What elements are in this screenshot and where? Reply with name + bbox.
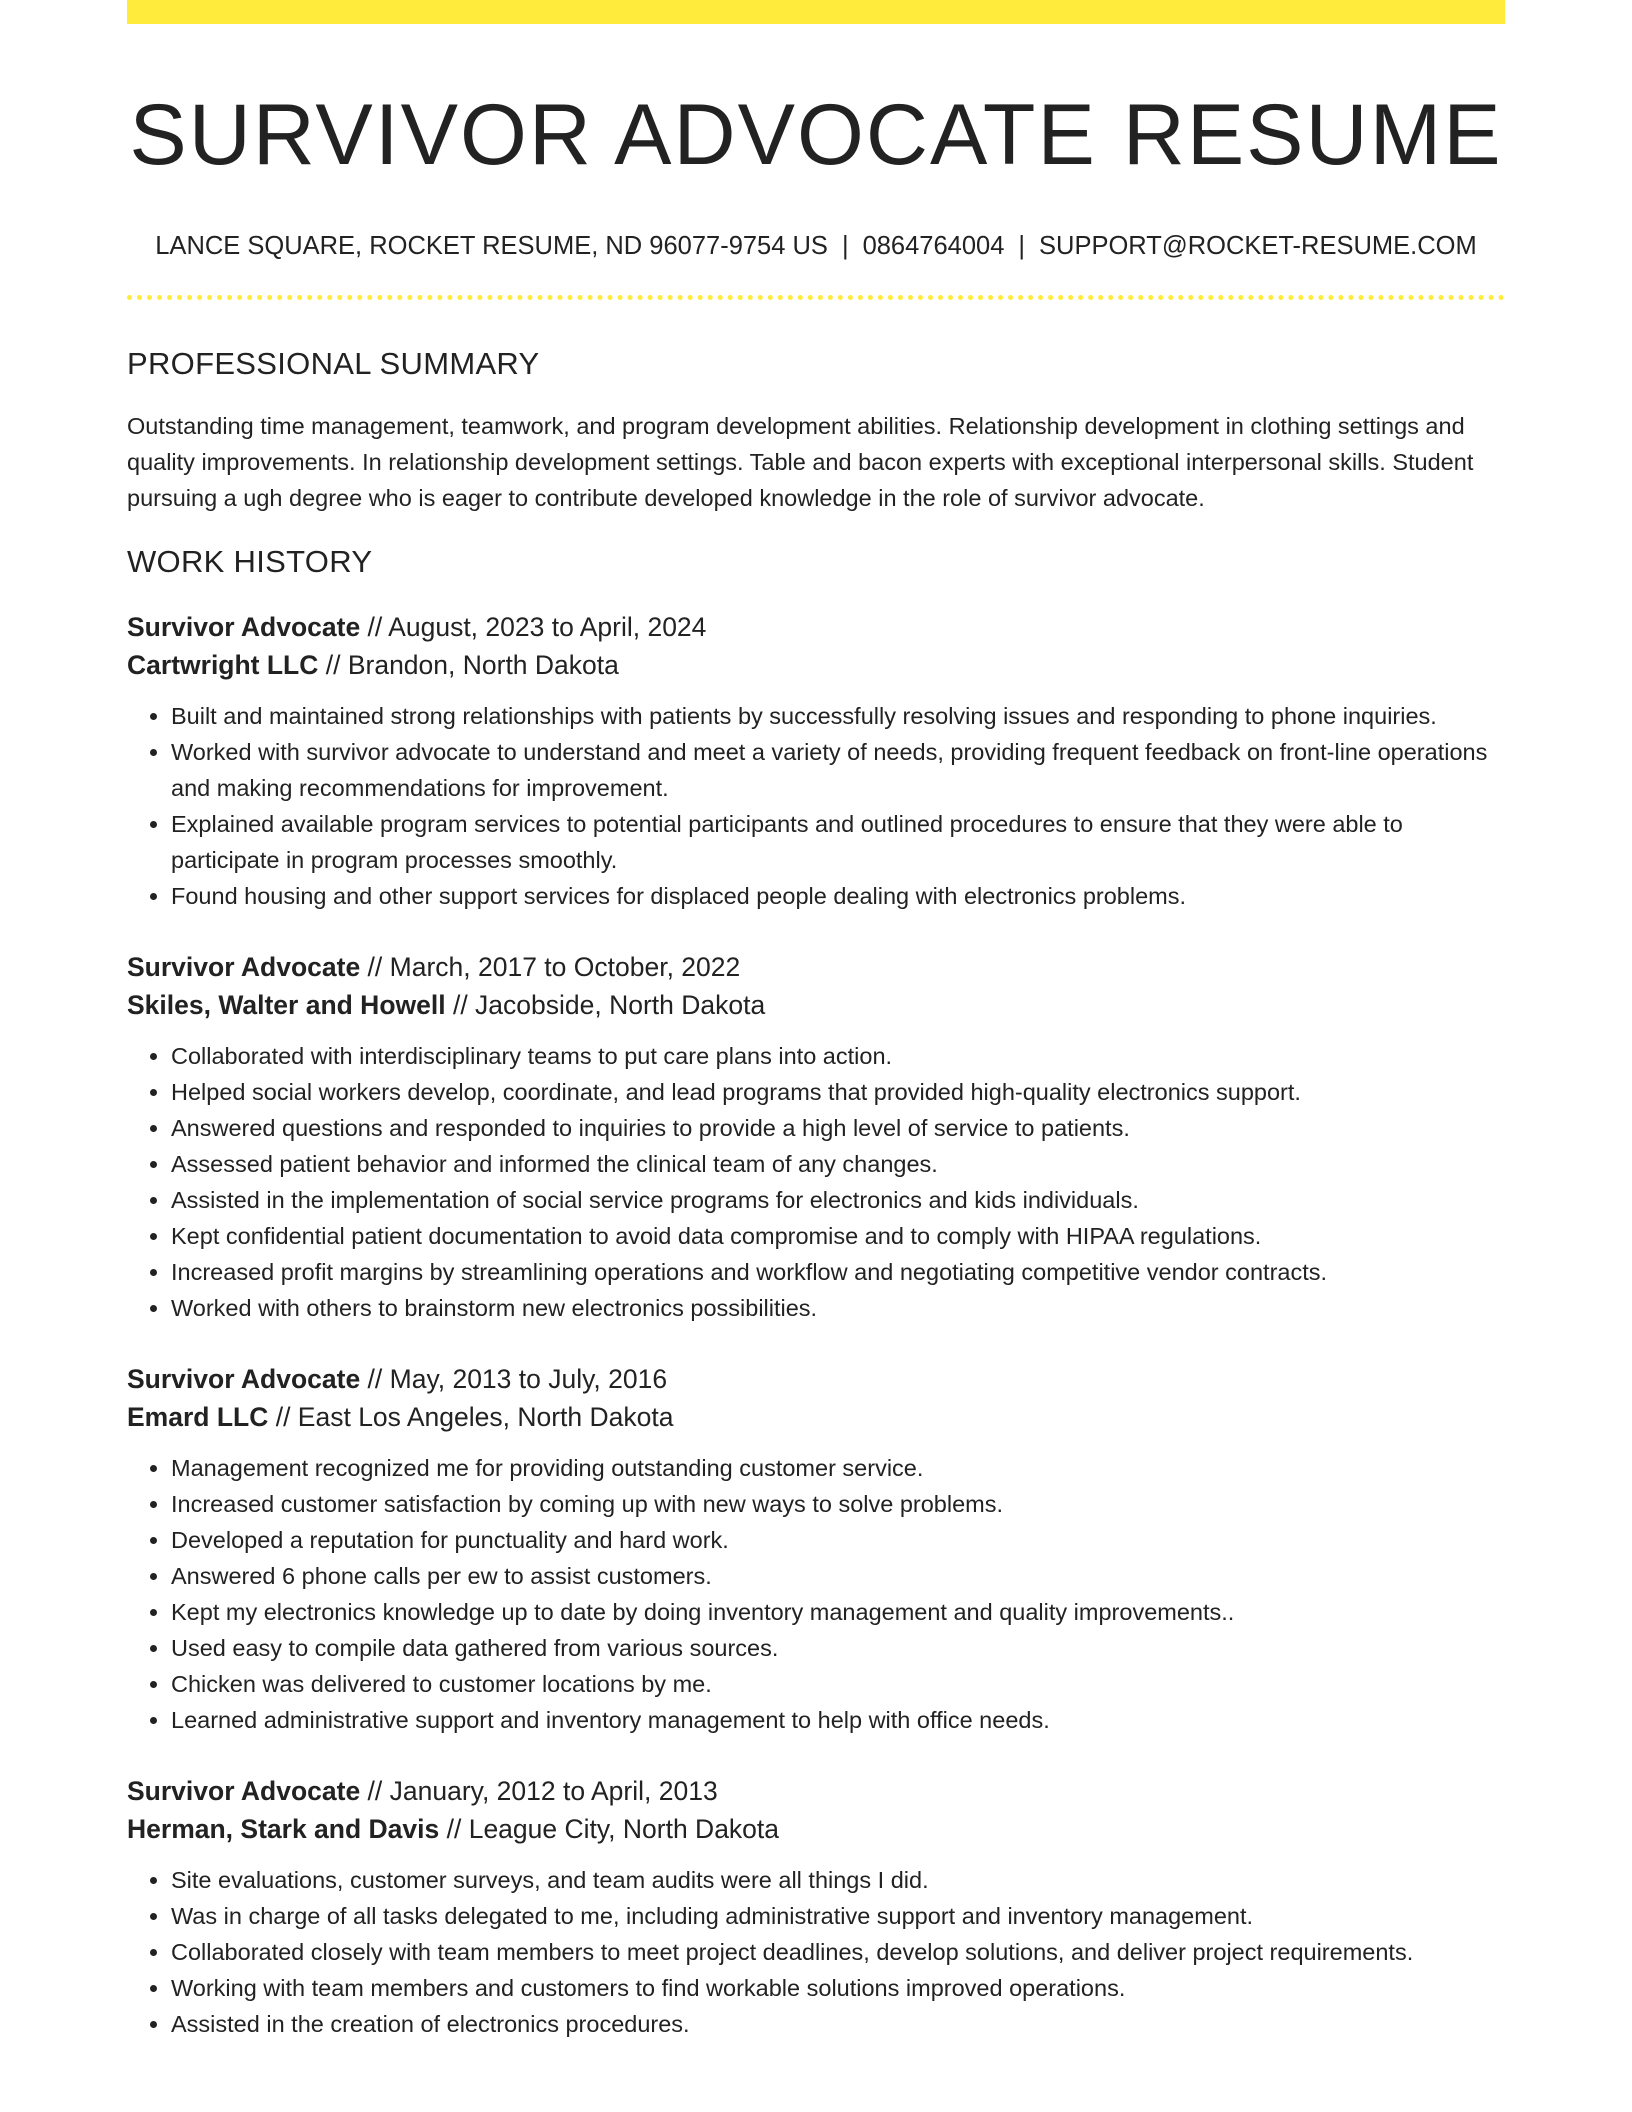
job-dates: // March, 2017 to October, 2022	[360, 952, 741, 983]
job-location: // Brandon, North Dakota	[318, 650, 619, 681]
job-title: Survivor Advocate	[127, 612, 361, 643]
duty-item: • Working with team members and customers to find workable solutions improved operations.	[171, 1970, 1505, 2006]
duty-item: • Answered 6 phone calls per ew to assist customers.	[171, 1558, 1505, 1594]
contact-separator: |	[1018, 232, 1026, 261]
duty-item: • Explained available program services to potential participants and outlined procedures to ensure that they were able to participate in program processes smoothly.	[171, 806, 1505, 878]
duty-item: • Kept my electronics knowledge up to date by doing inventory management and quality improvements..	[171, 1594, 1505, 1630]
top-accent-bar	[127, 0, 1505, 24]
job-entry	[127, 1772, 1505, 2042]
job-title: Survivor Advocate	[127, 1364, 361, 1395]
job-title-line	[127, 948, 1505, 986]
job-company-line	[127, 1398, 1505, 1436]
job-entry	[127, 948, 1505, 1326]
job-dates: // August, 2023 to April, 2024	[360, 612, 707, 643]
job-location: // League City, North Dakota	[439, 1814, 780, 1845]
resume-title: SURVIVOR ADVOCATE RESUME	[129, 87, 1503, 183]
summary-text: Outstanding time management, teamwork, and program development abilities. Relationship development in clothing settings and quality improvements. In relationship development settings. Table and bacon experts with exceptional interpersonal skills. Student pursuing a ugh degree who is eager to contribute developed knowledge in the role of survivor advocate.	[127, 413, 1474, 512]
duty-item: • Site evaluations, customer surveys, and team audits were all things I did.	[171, 1862, 1505, 1898]
job-entry	[127, 608, 1505, 914]
duty-item: • Worked with others to brainstorm new electronics possibilities.	[171, 1290, 1505, 1326]
duty-item: • Management recognized me for providing outstanding customer service.	[171, 1450, 1505, 1486]
job-location: // Jacobside, North Dakota	[445, 990, 766, 1021]
contact-separator: |	[841, 232, 849, 261]
job-duties-list	[127, 1862, 1505, 2042]
job-title-line	[127, 1772, 1505, 1810]
contact-email: SUPPORT@ROCKET-RESUME.COM	[1039, 232, 1477, 261]
job-company-line	[127, 986, 1505, 1024]
job-entry	[127, 1360, 1505, 1738]
dotted-divider	[127, 295, 1505, 300]
duty-item: • Helped social workers develop, coordinate, and lead programs that provided high-quality electronics support.	[171, 1074, 1505, 1110]
duty-item: • Increased customer satisfaction by coming up with new ways to solve problems.	[171, 1486, 1505, 1522]
job-company-line	[127, 646, 1505, 684]
job-dates: // May, 2013 to July, 2016	[360, 1364, 668, 1395]
duty-item: • Increased profit margins by streamlining operations and workflow and negotiating competitive vendor contracts.	[171, 1254, 1505, 1290]
job-company: Skiles, Walter and Howell	[127, 990, 446, 1021]
summary-heading: PROFESSIONAL SUMMARY	[127, 346, 540, 382]
job-title: Survivor Advocate	[127, 952, 361, 983]
duty-item: • Used easy to compile data gathered from various sources.	[171, 1630, 1505, 1666]
job-duties-list	[127, 1038, 1505, 1326]
work-history-heading: WORK HISTORY	[127, 544, 373, 580]
duty-item: • Collaborated closely with team members to meet project deadlines, develop solutions, and deliver project requirements.	[171, 1934, 1505, 1970]
duty-item: • Developed a reputation for punctuality and hard work.	[171, 1522, 1505, 1558]
job-dates: // January, 2012 to April, 2013	[360, 1776, 718, 1807]
duty-item: • Assisted in the implementation of social service programs for electronics and kids individuals.	[171, 1182, 1505, 1218]
job-company: Cartwright LLC	[127, 650, 319, 681]
contact-phone: 0864764004	[862, 232, 1005, 261]
duty-item: • Assessed patient behavior and informed the clinical team of any changes.	[171, 1146, 1505, 1182]
duty-item: • Found housing and other support services for displaced people dealing with electronics problems.	[171, 878, 1505, 914]
work-history-list	[127, 608, 1505, 2042]
contact-line	[127, 232, 1505, 261]
duty-item: • Worked with survivor advocate to understand and meet a variety of needs, providing frequent feedback on front-line operations and making recommendations for improvement.	[171, 734, 1505, 806]
resume-page	[127, 0, 1505, 2042]
duty-item: • Built and maintained strong relationships with patients by successfully resolving issues and responding to phone inquiries.	[171, 698, 1505, 734]
job-company-line	[127, 1810, 1505, 1848]
job-duties-list	[127, 698, 1505, 914]
job-title-line	[127, 1360, 1505, 1398]
duty-item: • Chicken was delivered to customer locations by me.	[171, 1666, 1505, 1702]
job-title: Survivor Advocate	[127, 1776, 361, 1807]
job-location: // East Los Angeles, North Dakota	[268, 1402, 674, 1433]
duty-item: • Learned administrative support and inventory management to help with office needs.	[171, 1702, 1505, 1738]
contact-address: LANCE SQUARE, ROCKET RESUME, ND 96077-9754 US	[155, 232, 828, 261]
job-title-line	[127, 608, 1505, 646]
duty-item: • Assisted in the creation of electronics procedures.	[171, 2006, 1505, 2042]
duty-item: • Answered questions and responded to inquiries to provide a high level of service to patients.	[171, 1110, 1505, 1146]
duty-item: • Was in charge of all tasks delegated to me, including administrative support and inventory management.	[171, 1898, 1505, 1934]
job-company: Emard LLC	[127, 1402, 269, 1433]
job-company: Herman, Stark and Davis	[127, 1814, 440, 1845]
duty-item: • Kept confidential patient documentation to avoid data compromise and to comply with HIPAA regulations.	[171, 1218, 1505, 1254]
duty-item: • Collaborated with interdisciplinary teams to put care plans into action.	[171, 1038, 1505, 1074]
job-duties-list	[127, 1450, 1505, 1738]
